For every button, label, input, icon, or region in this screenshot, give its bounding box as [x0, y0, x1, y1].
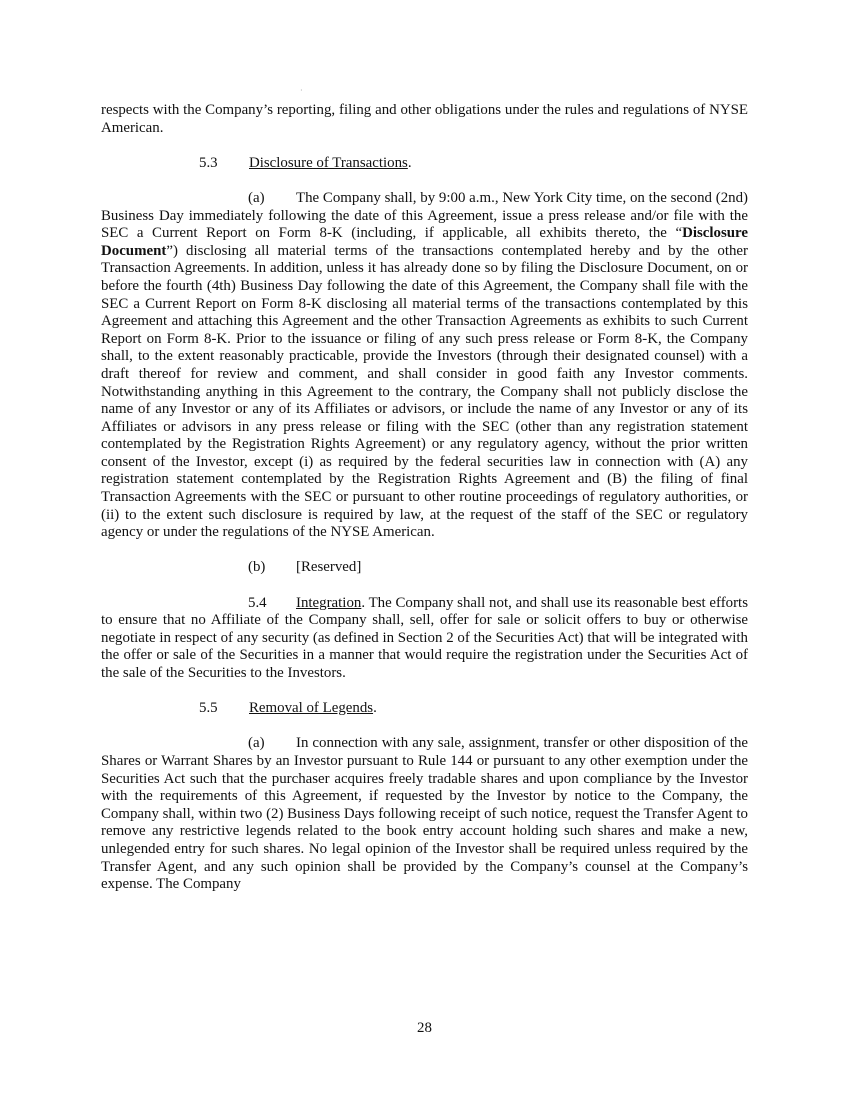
clause-label: (a)	[248, 735, 265, 752]
section-5-3-b-paragraph: (b) [Reserved]	[248, 559, 362, 576]
section-5-5-heading: 5.5 Removal of Legends.	[199, 700, 377, 717]
section-title: Integration	[296, 594, 362, 611]
defined-term: Disclosure Document	[101, 225, 748, 259]
document-body	[101, 102, 748, 894]
section-title: Removal of Legends	[249, 700, 374, 717]
section-5-4-paragraph: 5.4 Integration. The Company shall not, and shall use its reasonable best efforts to ensure that no Affiliate of the Company shall, sell, offer for sale or solicit offers to buy or otherwise negotiate in respect of any security (as defined in Section 2 of the Securities Act) that will be integrated with the offer or sale of the Securities in a manner that would require the registration under the Securities Act of the sale of the Securities to the Investors.	[101, 594, 748, 681]
section-number: 5.5	[199, 700, 218, 717]
clause-label: (b)	[248, 559, 266, 576]
section-number: 5.3	[199, 154, 218, 171]
section-5-3-a-paragraph: (a) The Company shall, by 9:00 a.m., New York City time, on the second (2nd) Business Day immediately following the date of this Agreement, issue a press release and/or file with the SEC a Current Report on Form 8-K (including, if applicable, all exhibits thereto, the “Disclosure Document”) disclosing all material terms of the transactions contemplated hereby and by the other Transaction Agreements. In addition, unless it has already done so by filing the Disclosure Document, on or before the fourth (4th) Business Day following the date of this Agreement, the Company shall file with the SEC a Current Report on Form 8-K disclosing all material terms of the transactions contemplated by this Agreement and attaching this Agreement and the other Transaction Agreements as exhibits to such Current Report on Form 8-K. Prior to the issuance or filing of any such press release or Form 8-K, the Company shall, to the extent reasonably practicable, provide the Investors (through their designated counsel) with a draft thereof for review and comment, and shall consider in good faith any Investor comments. Notwithstanding anything in this Agreement to the contrary, the Company shall not publicly disclose the name of any Investor or any of its Affiliates or advisors, or include the name of any Investor or any of its Affiliates or advisors in any press release or filing with the SEC (other than any registration statement contemplated by the Registration Rights Agreement) or any regulatory agency, without the prior written consent of the Investor, except (i) as required by the federal securities law in connection with (A) any registration statement contemplated by the Registration Rights Agreement and (B) the filing of final Transaction Agreements with the SEC or pursuant to other routine proceedings of regulatory authorities, or (ii) to the extent such disclosure is required by law, at the request of the staff of the SEC or regulatory agency or under the regulations of the NYSE American.	[101, 189, 748, 541]
section-5-3-heading: 5.3 Disclosure of Transactions.	[199, 154, 412, 171]
intro-paragraph: respects with the Company’s reporting, filing and other obligations under the rules and regulations of NYSE American.	[101, 102, 748, 136]
clause-label: (a)	[248, 189, 265, 206]
scan-mark: ·	[300, 86, 303, 95]
section-title: Disclosure of Transactions	[249, 154, 408, 171]
section-number: 5.4	[248, 594, 267, 611]
page-number: 28	[417, 1020, 432, 1036]
section-5-5-a-paragraph: (a) In connection with any sale, assignment, transfer or other disposition of the Shares or Warrant Shares by an Investor pursuant to Rule 144 or pursuant to any other exemption under the Securities Act such that the purchaser acquires freely tradable shares and upon compliance by the Investor with the requirements of this Agreement, if requested by the Investor by notice to the Company, the Company shall, within two (2) Business Days following receipt of such notice, request the Transfer Agent to remove any restrictive legends related to the book entry account holding such shares and make a new, unlegended entry for such shares. No legal opinion of the Investor shall be required unless required by the Transfer Agent, and any such opinion shall be provided by the Company’s counsel at the Company’s expense. The Company	[101, 735, 748, 893]
